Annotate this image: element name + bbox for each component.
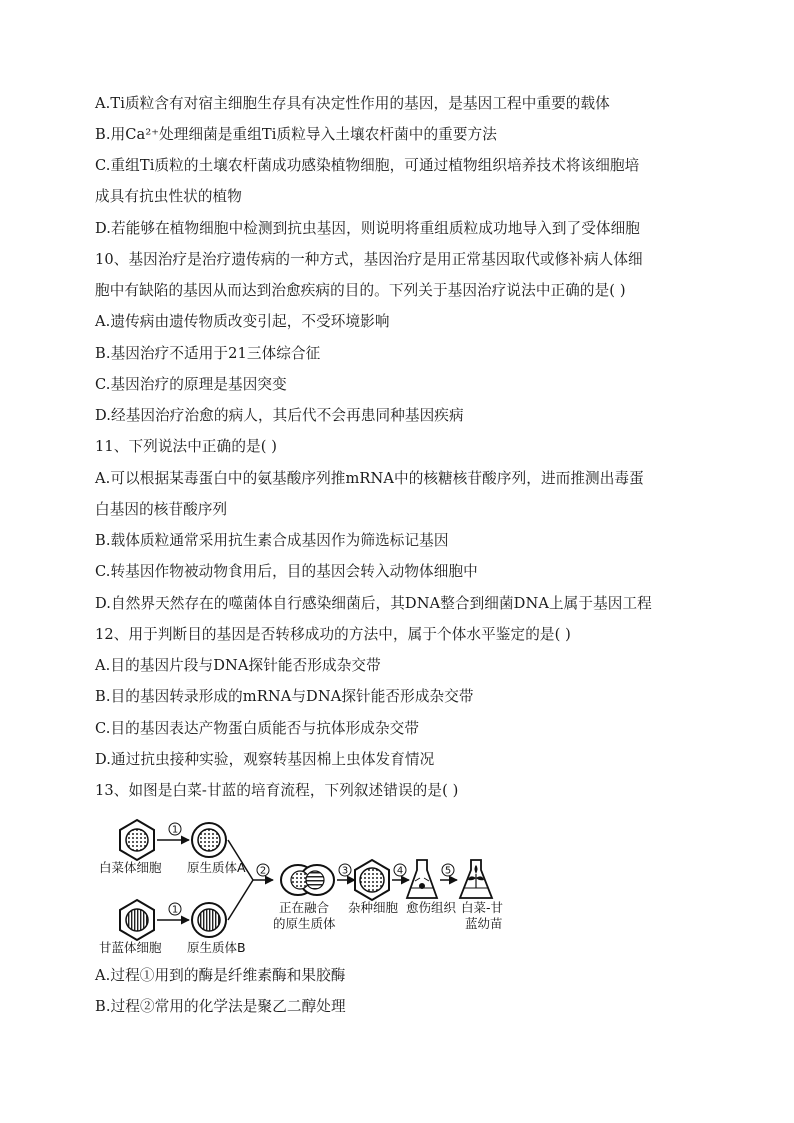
label-fusing-2: 的原生质体 xyxy=(273,916,336,931)
option-d: D.通过抗虫接种实验，观察转基因棉上虫体发育情况 xyxy=(95,751,435,768)
option-c: C.转基因作物被动物食用后，目的基因会转入动物体细胞中 xyxy=(95,563,478,580)
text-line: 胞中有缺陷的基因从而达到治愈疾病的目的。下列关于基因治疗说法中正确的是( ) xyxy=(95,282,626,299)
step-number: 5 xyxy=(444,865,452,877)
option-b: B.载体质粒通常采用抗生素合成基因作为筛选标记基因 xyxy=(95,532,449,549)
fusing-protoplasts-icon xyxy=(281,865,334,895)
hybrid-cell-icon xyxy=(355,860,389,900)
label-kale-cell: 甘蓝体细胞 xyxy=(99,940,162,955)
label-cabbage-cell: 白菜体细胞 xyxy=(99,860,162,875)
text-line: B.用Ca²⁺处理细菌是重组Ti质粒导入土壤农杆菌中的重要方法 xyxy=(95,126,497,143)
protoplast-a-icon xyxy=(192,823,226,857)
text-line: C.重组Ti质粒的土壤农杆菌成功感染植物细胞，可通过植物组织培养技术将该细胞培 xyxy=(95,157,640,174)
label-seedling-1: 白菜-甘 xyxy=(461,900,504,915)
question-12: 12、用于判断目的基因是否转移成功的方法中，属于个体水平鉴定的是( ) xyxy=(95,626,571,643)
question-10: 10、基因治疗是治疗遗传病的一种方式，基因治疗是用正常基因取代或修补病人体细 xyxy=(95,251,643,268)
option-b: B.基因治疗不适用于21三体综合征 xyxy=(95,345,321,362)
text-line: 成具有抗虫性状的植物 xyxy=(95,188,242,205)
kale-cell-icon xyxy=(120,900,154,940)
text-line: D.若能够在植物细胞中检测到抗虫基因，则说明将重组质粒成功地导入到了受体细胞 xyxy=(95,220,640,237)
option-d: D.自然界天然存在的噬菌体自行感染细菌后，其DNA整合到细菌DNA上属于基因工程 xyxy=(95,595,652,612)
question-13: 13、如图是白菜-甘蓝的培育流程，下列叙述错误的是( ) xyxy=(95,782,459,799)
callus-flask-icon xyxy=(407,860,437,898)
option-a: A.可以根据某毒蛋白中的氨基酸序列推mRNA中的核糖核苷酸序列，进而推测出毒蛋 xyxy=(95,470,644,487)
step-number: 4 xyxy=(396,865,404,877)
protoplast-b-icon xyxy=(192,903,226,937)
question-11: 11、下列说法中正确的是( ) xyxy=(95,438,278,455)
text-line: A.Ti质粒含有对宿主细胞生存具有决定性作用的基因，是基因工程中重要的载体 xyxy=(95,95,610,112)
label-protoplast-b: 原生质体B xyxy=(187,940,246,955)
option-c: C.基因治疗的原理是基因突变 xyxy=(95,376,287,393)
step-number: 3 xyxy=(341,865,349,877)
option-a: A.过程①用到的酶是纤维素酶和果胶酶 xyxy=(95,967,346,984)
cabbage-cell-icon xyxy=(120,820,154,860)
label-protoplast-a: 原生质体A xyxy=(187,860,246,875)
label-seedling-2: 蓝幼苗 xyxy=(465,916,503,931)
seedling-flask-icon xyxy=(460,860,492,898)
step-number: 2 xyxy=(259,865,267,877)
option-b: B.目的基因转录形成的mRNA与DNA探针能否形成杂交带 xyxy=(95,688,474,705)
option-d: D.经基因治疗治愈的病人，其后代不会再患同种基因疾病 xyxy=(95,407,464,424)
option-b: B.过程②常用的化学法是聚乙二醇处理 xyxy=(95,998,346,1015)
option-a: A.遗传病由遗传物质改变引起，不受环境影响 xyxy=(95,313,390,330)
step-number: 1 xyxy=(171,904,179,916)
label-callus: 愈伤组织 xyxy=(406,900,457,915)
step-number: 1 xyxy=(171,824,179,836)
label-hybrid-cell: 杂种细胞 xyxy=(348,900,399,915)
option-c: C.目的基因表达产物蛋白质能否与抗体形成杂交带 xyxy=(95,720,420,737)
cabbage-kale-breeding-diagram xyxy=(95,808,515,968)
text-line: 白基因的核苷酸序列 xyxy=(95,501,228,518)
label-fusing-1: 正在融合 xyxy=(279,900,330,915)
option-a: A.目的基因片段与DNA探针能否形成杂交带 xyxy=(95,657,381,674)
